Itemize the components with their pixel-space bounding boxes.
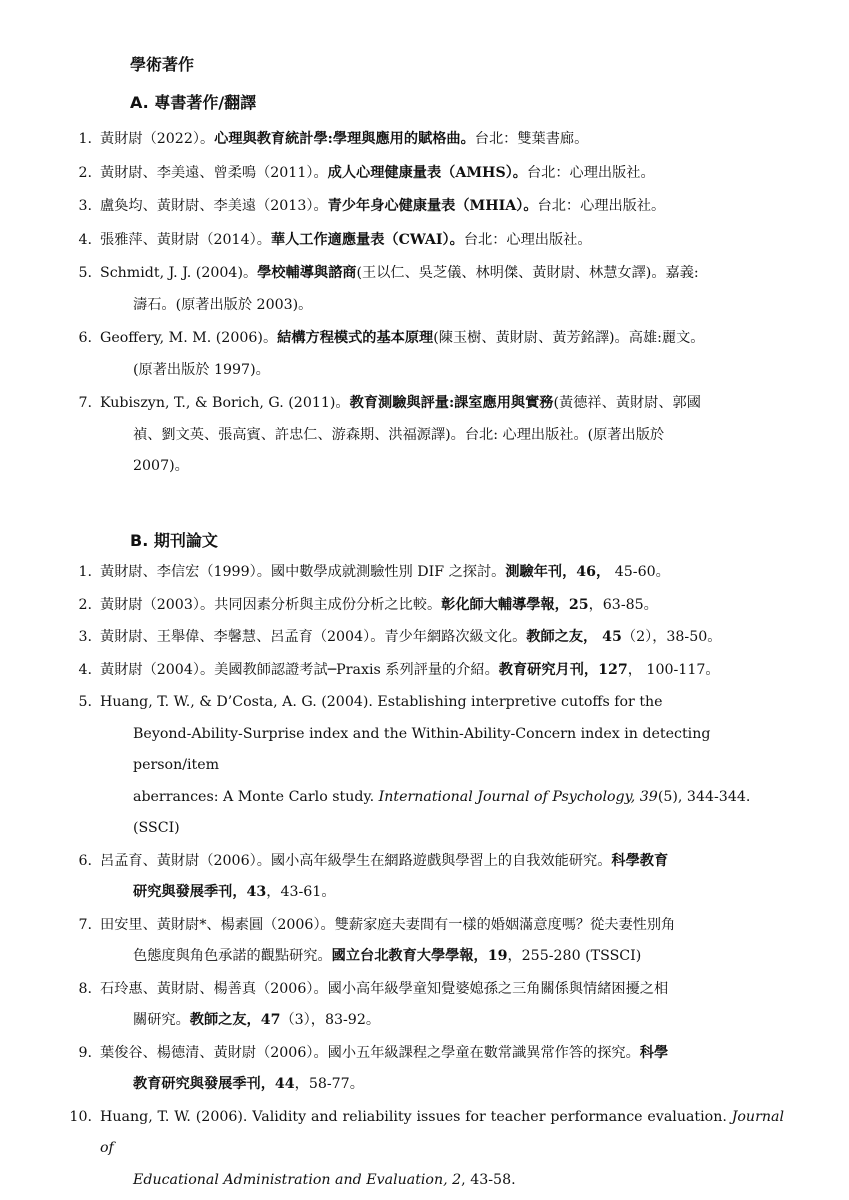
text-run: 黃財尉（2004）。美國教師認證考試─Praxis 系列評量的介紹。 — [100, 661, 499, 678]
text-run: 學校輔導與諮商 — [257, 265, 357, 281]
article-entry-text — [100, 557, 784, 589]
article-entry — [0, 655, 849, 687]
book-entry — [0, 388, 849, 483]
text-run: 科學教育 — [611, 852, 669, 869]
text-run: 黃財尉（2022）。 — [100, 131, 215, 147]
text-run: 石玲惠、黃財尉、楊善真（2006）。國小高年級學童知覺婆媳孫之三角關係與情緒困擾之相 — [100, 980, 669, 997]
article-entry — [0, 557, 849, 589]
text-run: 科學 — [639, 1044, 669, 1061]
article-entry-text — [100, 910, 784, 973]
text-run: Journal of — [100, 1108, 784, 1156]
text-run: Huang, T. W., & D’Costa, A. G. (2004). Establishing interpretive cutoffs for the — [100, 694, 663, 710]
article-entry — [0, 622, 849, 654]
text-run: 國立台北教育大學學報，19 — [331, 948, 508, 964]
article-entry-number: 5. — [78, 694, 92, 710]
text-run: 心理與教育統計學:學理與應用的賦格曲。 — [214, 131, 475, 147]
book-entry-text — [100, 124, 784, 156]
text-run: 教育測驗與評量:課室應用與實務 — [349, 395, 554, 411]
article-entry-text — [100, 687, 784, 845]
text-run: 台北：心理出版社。 — [526, 164, 655, 181]
book-entry-text — [100, 323, 784, 386]
text-run: International Journal of Psychology, 39 — [378, 788, 658, 805]
article-entry-line — [133, 1005, 784, 1037]
text-run: 成人心理健康量表（AMHS）。 — [327, 164, 527, 181]
subsection-articles-heading: B. 期刊論文 — [130, 531, 218, 550]
book-entry — [0, 191, 849, 223]
book-entry-line — [100, 388, 784, 420]
text-run: (黃德祥、黃財尉、郭國 — [553, 395, 701, 411]
text-run: 測驗年刊，46， — [505, 564, 611, 580]
article-entry — [0, 1102, 849, 1197]
section-title: 學術著作 — [130, 55, 195, 74]
article-entry-number: 4. — [78, 661, 92, 678]
book-entry-number: 2. — [78, 164, 92, 181]
text-run: 台北：心理出版社。 — [463, 231, 592, 248]
text-run: 台北：雙葉書廊。 — [474, 131, 589, 147]
subsection-books-heading: A. 專書著作/翻譯 — [130, 93, 257, 112]
text-run: 張雅萍、黃財尉（2014）。 — [100, 231, 271, 248]
article-entry-line — [100, 590, 784, 622]
article-entry-line — [100, 655, 784, 687]
book-entry — [0, 225, 849, 257]
article-entry-text — [100, 655, 784, 687]
article-entry — [0, 1038, 849, 1101]
article-entry-line — [133, 1069, 784, 1101]
book-entry-number: 4. — [78, 231, 92, 248]
text-run: 黃財尉、李信宏（1999）。國中數學成就測驗性別 DIF 之探討。 — [100, 564, 506, 580]
article-entry-number: 9. — [78, 1044, 92, 1061]
text-run: 黃財尉、王舉偉、李馨慧、呂孟育（2004）。青少年網路次級文化。 — [100, 629, 527, 645]
text-run: Huang, T. W. (2006). Validity and reliability issues for teacher performance evaluation. — [100, 1108, 732, 1125]
article-entry-text — [100, 846, 784, 909]
text-run: Kubiszyn, T., & Borich, G. (2011)。 — [100, 395, 350, 411]
text-run: 華人工作適應量表（CWAI）。 — [270, 231, 464, 248]
article-entry-text — [100, 1102, 784, 1197]
book-entry-line — [133, 290, 784, 322]
book-entry-number: 7. — [78, 395, 92, 411]
article-entry-line — [100, 1038, 784, 1070]
text-run: 45-60。 — [610, 564, 670, 580]
article-entry-text — [100, 974, 784, 1037]
article-entry-number: 1. — [78, 564, 92, 580]
book-entry-number: 6. — [78, 330, 92, 346]
article-entry-line — [100, 687, 784, 719]
article-entry-number: 3. — [78, 629, 92, 645]
text-run: Beyond-Ability-Surprise index and the Within-Ability-Concern index in detecting person/item — [133, 725, 711, 773]
text-run: Educational Administration and Evaluation, 2 — [133, 1171, 462, 1188]
text-run: 田安里、黃財尉*、楊素圓（2006）。雙薪家庭夫妻間有一樣的婚姻滿意度嗎？從夫妻性別角 — [100, 916, 676, 933]
article-entry — [0, 846, 849, 909]
article-entry-text — [100, 622, 784, 654]
book-entry-number: 5. — [78, 265, 92, 281]
book-entry-line — [100, 323, 784, 355]
article-entry — [0, 687, 849, 845]
article-entry-number: 2. — [78, 596, 92, 613]
text-run: ， 100-117。 — [627, 661, 720, 678]
article-entry-line — [133, 1165, 784, 1197]
article-entry-text — [100, 590, 784, 622]
text-run: Schmidt, J. J. (2004)。 — [100, 265, 258, 281]
book-entry-line — [100, 124, 784, 156]
book-entry-number: 1. — [78, 131, 92, 147]
text-run: ，58-77。 — [294, 1076, 364, 1092]
text-run: 黃財尉（2003）。共同因素分析與主成份分析之比較。 — [100, 596, 442, 613]
text-run: 葉俊谷、楊德清、黃財尉（2006）。國小五年級課程之學童在數常識異常作答的探究。 — [100, 1044, 640, 1061]
article-entry-line — [133, 877, 784, 909]
text-run: 色態度與角色承諾的觀點研究。 — [133, 948, 332, 964]
article-entry — [0, 590, 849, 622]
text-run: 彰化師大輔導學報，25 — [441, 596, 589, 613]
book-entry-number: 3. — [78, 198, 92, 214]
book-entry-line — [133, 451, 784, 483]
text-run: 2007)。 — [133, 458, 189, 474]
book-entry — [0, 258, 849, 321]
book-entry-text — [100, 158, 784, 190]
book-entry-line — [133, 420, 784, 452]
text-run: ，43-61。 — [266, 884, 336, 900]
book-entry-line — [100, 158, 784, 190]
text-run: 禎、劉文英、張高賓、許忠仁、游森期、洪福源譯)。台北: 心理出版社。(原著出版於 — [133, 426, 665, 443]
text-run: (原著出版於 1997)。 — [133, 361, 270, 378]
article-entry-text — [100, 1038, 784, 1101]
book-entry-line — [100, 258, 784, 290]
text-run: 濤石。(原著出版於 2003)。 — [133, 296, 313, 313]
article-entry-number: 10. — [69, 1108, 92, 1125]
text-run: 研究與發展季刊，43 — [133, 884, 267, 900]
article-entry-line — [133, 941, 784, 973]
article-entry-line — [100, 846, 784, 878]
text-run: 呂孟育、黃財尉（2006）。國小高年級學生在網路遊戲與學習上的自我效能研究。 — [100, 852, 612, 869]
text-run: 教師之友， 45 — [526, 629, 622, 645]
text-run: aberrances: A Monte Carlo study. — [133, 788, 379, 805]
text-run: 結構方程模式的基本原理 — [277, 330, 434, 346]
book-entry-text — [100, 258, 784, 321]
article-entry-line — [100, 910, 784, 942]
book-entry-text — [100, 191, 784, 223]
book-entry — [0, 124, 849, 156]
books-list — [0, 124, 849, 485]
text-run: 青少年身心健康量表（MHIA）。 — [327, 198, 538, 214]
article-entry-line — [100, 1102, 784, 1165]
article-entry — [0, 910, 849, 973]
text-run: ，63-85。 — [588, 596, 658, 613]
book-entry-line — [100, 225, 784, 257]
article-entry — [0, 974, 849, 1037]
article-entry-number: 8. — [78, 980, 92, 997]
book-entry — [0, 158, 849, 190]
text-run: 教育研究月刊，127 — [498, 661, 628, 678]
article-entry-line — [100, 557, 784, 589]
book-entry-line — [100, 191, 784, 223]
text-run: Geoffery, M. M. (2006)。 — [100, 330, 278, 346]
text-run: 黃財尉、李美遠、曾柔鳴（2011）。 — [100, 164, 328, 181]
article-entry-line — [133, 782, 784, 845]
text-run: 盧奐均、黃財尉、李美遠（2013）。 — [100, 198, 328, 214]
text-run: （3），83-92。 — [280, 1012, 381, 1028]
book-entry-line — [133, 355, 784, 387]
text-run: 台北：心理出版社。 — [537, 198, 666, 214]
articles-list — [0, 557, 849, 1197]
text-run: ，255-280 (TSSCI) — [507, 948, 642, 964]
text-run: (王以仁、吳芝儀、林明傑、黃財尉、林慧女譯)。嘉義: — [356, 265, 699, 281]
article-entry-number: 6. — [78, 852, 92, 869]
article-entry-number: 7. — [78, 916, 92, 933]
text-run: (5), 344-344. (SSCI) — [133, 788, 751, 836]
text-run: 教育研究與發展季刊，44 — [133, 1076, 295, 1092]
text-run: 教師之友，47 — [189, 1012, 281, 1028]
text-run: (陳玉樹、黃財尉、黃芳銘譯)。高雄:麗文。 — [433, 330, 705, 346]
article-entry-line — [100, 974, 784, 1006]
text-run: , 43-58. — [461, 1171, 516, 1188]
article-entry-line — [133, 719, 784, 782]
book-entry-text — [100, 225, 784, 257]
article-entry-line — [100, 622, 784, 654]
book-entry — [0, 323, 849, 386]
text-run: （2），38-50。 — [621, 629, 722, 645]
book-entry-text — [100, 388, 784, 483]
text-run: 關研究。 — [133, 1012, 190, 1028]
